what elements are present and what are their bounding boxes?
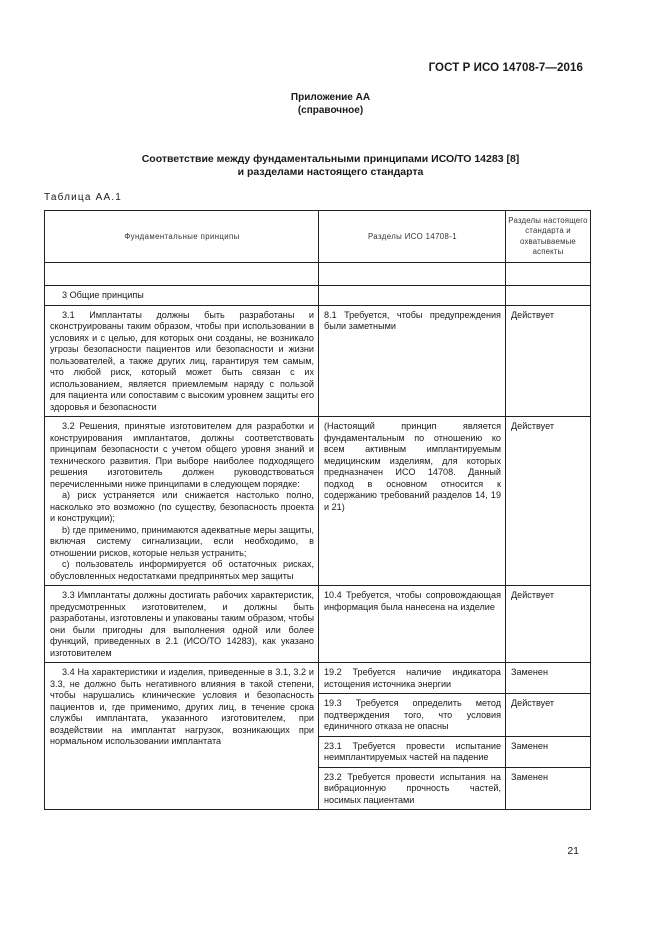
section-cell: (Настоящий принцип является фундаментальным по отношению ко всем активным имплантируемым медицинским изделиям, для которых предназначен ИСО 14708. Данный подход в основном относится к содержанию требований разделов 14, 19 и 21) xyxy=(319,417,506,586)
principle-item-b: b) где применимо, принимаются адекватные меры защиты, включая систему сигнализации, если необходимо, в отношении рисков, которые нельзя устранить; xyxy=(50,524,314,558)
annex-subtitle: (справочное) xyxy=(297,105,364,116)
principle-cell: 3.3 Имплантаты должны достигать рабочих характеристик, предусмотренных изготовителем, и должны быть разработаны, изготовлены и упакованы таким образом, чтобы они были пригодны для выполнения одной или более функций, приведенных в 2.1 (ИСО/ТО 14283), как указано изготовителем xyxy=(45,586,319,663)
principle-paragraph: 3.2 Решения, принятые изготовителем для разработки и конструирования имплантатов, должны соответствовать принципам безопасности с учетом общего уровня знаний и технического развития. При выборе наиболее подходящего решения изготовитель должен руководствоваться перечисленными ниже принципами в следующем порядке: xyxy=(50,421,314,489)
section-cell: 23.1 Требуется провести испытание неимплантируемых частей на падение xyxy=(319,736,506,767)
section-cell: 23.2 Требуется провести испытания на вибрационную прочность частей, носимых пациентами xyxy=(319,767,506,810)
status-cell: Действует xyxy=(506,417,591,586)
section-title xyxy=(0,153,661,179)
table-header-row xyxy=(45,211,591,263)
header-principles: Фундаментальные принципы xyxy=(45,211,319,263)
header-standard-sections: Разделы настоящего стандарта и охватываемые аспекты xyxy=(506,211,591,263)
status-cell: Действует xyxy=(506,694,591,737)
status-cell: Действует xyxy=(506,305,591,417)
document-id: ГОСТ Р ИСО 14708-7—2016 xyxy=(428,62,583,74)
principle-item-a: a) риск устраняется или снижается настолько полно, насколько это возможно (по существу, безопасность проекта и конструкции); xyxy=(50,490,314,523)
table-label: Таблица АА.1 xyxy=(44,192,123,203)
section-cell: 19.2 Требуется наличие индикатора истощения источника энергии xyxy=(319,663,506,694)
annex-heading xyxy=(0,91,661,117)
principle-cell xyxy=(45,417,319,586)
section-cell: 8.1 Требуется, чтобы предупреждения были заметными xyxy=(319,305,506,417)
table-row xyxy=(45,417,591,586)
section-cell: 10.4 Требуется, чтобы сопровождающая информация была нанесена на изделие xyxy=(319,586,506,663)
spacer-row xyxy=(45,263,591,286)
principle-cell: 3.4 На характеристики и изделия, приведенные в 3.1, 3.2 и 3.3, не должно быть негативного влияния в такой степени, чтобы нарушались клинические условия и безопасность пациентов и, где применимо, других лиц, в течение срока службы имплантата, указанного изготовителем, при воздействии на имплантат нагрузок, возникающих при нормальном использовании имплантата xyxy=(45,663,319,810)
status-cell: Действует xyxy=(506,586,591,663)
page-number: 21 xyxy=(567,845,579,857)
section-title-line-2: и разделами настоящего стандарта xyxy=(237,166,424,178)
table-row xyxy=(45,586,591,663)
correspondence-table xyxy=(44,210,591,810)
section-title-line-1: Соответствие между фундаментальными принципами ИСО/ТО 14283 [8] xyxy=(141,153,520,165)
status-cell: Заменен xyxy=(506,736,591,767)
table-row xyxy=(45,663,591,694)
principle-cell: 3.1 Имплантаты должны быть разработаны и сконструированы таким образом, чтобы при использовании в условиях и с целью, для которых они созданы, не возникало угрозы безопасности пациентов или безопасности и жизни пользователей, а также других лиц, гарантируя тем самым, что любой риск, который может быть связан с их использованием, является приемлемым наряду с пользой для пациента или сопоставим с высоким уровнем защиты его здоровья и безопасности xyxy=(45,305,319,417)
principle-item-c: c) пользователь информируется об остаточных рисках, обусловленных недостатками предпринятых мер защиты xyxy=(50,559,314,581)
status-cell: Заменен xyxy=(506,767,591,810)
general-principles-heading: 3 Общие принципы xyxy=(45,286,319,306)
table-row xyxy=(45,286,591,306)
section-cell: 19.3 Требуется определить метод подтверждения того, что условия единичного отказа не опасны xyxy=(319,694,506,737)
annex-title: Приложение АА xyxy=(290,92,371,103)
status-cell: Заменен xyxy=(506,663,591,694)
header-iso-sections: Разделы ИСО 14708-1 xyxy=(319,211,506,263)
table-row xyxy=(45,305,591,417)
